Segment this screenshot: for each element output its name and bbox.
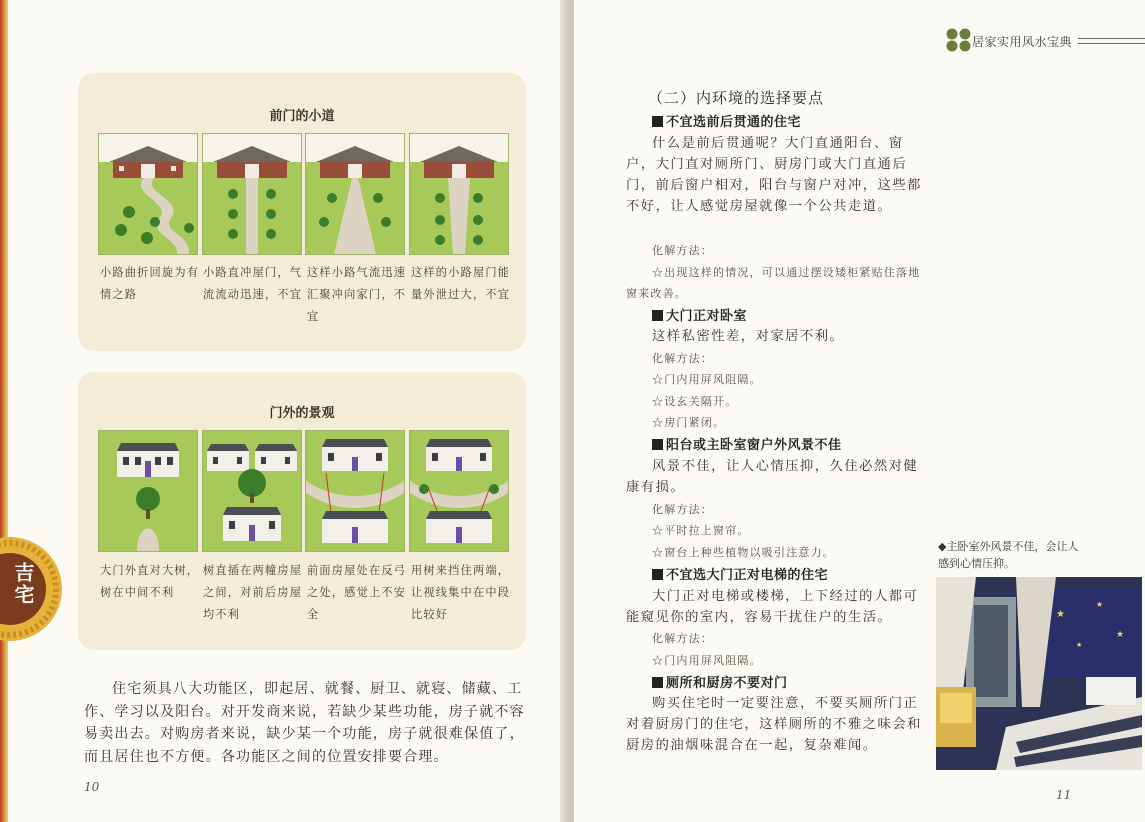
subheading-3: 阳台或主卧室窗户外风景不佳 xyxy=(652,434,842,453)
subheading-5: 厕所和厨房不要对门 xyxy=(652,672,788,691)
paragraph-5: 购买住宅时一定要注意，不要买厕所门正对着厨房门的住宅，这样厕所的不雅之味会和厨房的油烟味混合在一起，复杂难闻。 xyxy=(626,696,922,753)
subheading-2: 大门正对卧室 xyxy=(652,305,747,324)
running-header: 居家实用风水宝典 xyxy=(972,35,1073,49)
square-bullet-icon xyxy=(652,677,663,688)
solution-label-2: 化解方法： xyxy=(652,352,713,365)
solution-label-1: 化解方法： xyxy=(652,244,713,257)
paragraph-4: 大门正对电梯或楼梯，上下经过的人都可能窥见你的室内，容易干扰住户的生活。 xyxy=(626,589,919,625)
square-bullet-icon xyxy=(652,439,663,450)
view-caption-3: 前面房屋处在反弓之处，感觉上不安全 xyxy=(307,564,407,621)
paragraph-2: 这样私密性差，对家居不利。 xyxy=(652,329,845,344)
solution-item: ☆房门紧闭。 xyxy=(652,416,726,429)
view-illustration-curved-road xyxy=(305,430,405,552)
bedroom-photo xyxy=(936,577,1142,770)
solution-item: ☆门内用屏风阻隔。 xyxy=(652,373,762,386)
panel-title: 门外的景观 xyxy=(269,406,335,421)
page-number-left: 10 xyxy=(84,780,100,794)
view-caption-4: 用树来挡住两端，让视线集中在中段比较好 xyxy=(411,564,511,621)
view-caption-1: 大门外直对大树，树在中间不利 xyxy=(100,564,200,599)
svg-text:★: ★ xyxy=(1076,641,1083,649)
solution-text-1: ☆出现这样的情况，可以通过摆设矮柜紧贴住落地窗来改善。 xyxy=(626,266,921,300)
path-illustration-straight xyxy=(202,133,302,255)
subheading-4: 不宜选大门正对电梯的住宅 xyxy=(652,564,828,583)
square-bullet-icon xyxy=(652,310,663,321)
path-caption-3: 这样小路气流迅速汇聚冲向家门，不宜 xyxy=(307,266,407,323)
paragraph-1: 什么是前后贯通呢？大门直通阳台、窗户，大门直对厕所门、厨房门或大门直通后门，前后窗户相对，阳台与窗户对冲，这些都不好，让人感觉房屋就像一个公共走道。 xyxy=(626,136,922,214)
solution-item: ☆窗台上种些植物以吸引注意力。 xyxy=(652,546,835,559)
solution-item: ☆门内用屏风阻隔。 xyxy=(652,654,762,667)
page-number-right: 11 xyxy=(1056,788,1072,802)
path-caption-1: 小路曲折回旋为有情之路 xyxy=(100,266,200,301)
path-caption-2: 小路直冲屋门，气流流动迅速，不宜 xyxy=(203,266,303,301)
photo-caption: ◆主卧室外风景不佳，会让人感到心情压抑。 xyxy=(938,540,1079,570)
paragraph-3: 风景不佳，让人心情压抑，久住必然对健康有损。 xyxy=(626,459,919,495)
path-illustration-funnel xyxy=(305,133,405,255)
solution-label-4: 化解方法： xyxy=(652,632,713,645)
square-bullet-icon xyxy=(652,116,663,127)
section-title: （二）内环境的选择要点 xyxy=(648,89,825,107)
solution-item: ☆平时拉上窗帘。 xyxy=(652,524,750,537)
path-illustration-winding xyxy=(98,133,198,255)
view-caption-2: 树直插在两幢房屋之间，对前后房屋均不利 xyxy=(203,564,303,621)
header-rule xyxy=(1078,43,1145,44)
page-edge-decoration xyxy=(0,0,8,822)
svg-text:★: ★ xyxy=(1116,630,1125,640)
svg-text:★: ★ xyxy=(1096,600,1104,609)
path-caption-4: 这样的小路屋门能量外泄过大，不宜 xyxy=(411,266,511,301)
solution-item: ☆设玄关隔开。 xyxy=(652,395,738,408)
view-illustration-tree-between xyxy=(202,430,302,552)
clover-logo-icon xyxy=(945,28,975,52)
badge-label: 吉宅 xyxy=(11,562,35,606)
view-illustration-tree-center xyxy=(98,430,198,552)
svg-text:★: ★ xyxy=(1056,609,1065,620)
header-rule xyxy=(1078,38,1145,39)
panel-title: 前门的小道 xyxy=(269,109,335,124)
square-bullet-icon xyxy=(652,569,663,580)
solution-label-3: 化解方法： xyxy=(652,503,713,516)
left-body-paragraph: 住宅须具八大功能区，即起居、就餐、厨卫、就寝、储藏、工作、学习以及阳台。对开发商来说，若缺少某些功能，房子就不容易卖出去。对购房者来说，缺少某一个功能，房子就很难保值了，而且居住也不方便。各功能区之间的位置安排要合理。 xyxy=(84,681,525,765)
path-illustration-widening xyxy=(409,133,509,255)
view-illustration-trees-both-ends xyxy=(409,430,509,552)
subheading-1: 不宜选前后贯通的住宅 xyxy=(652,111,801,130)
